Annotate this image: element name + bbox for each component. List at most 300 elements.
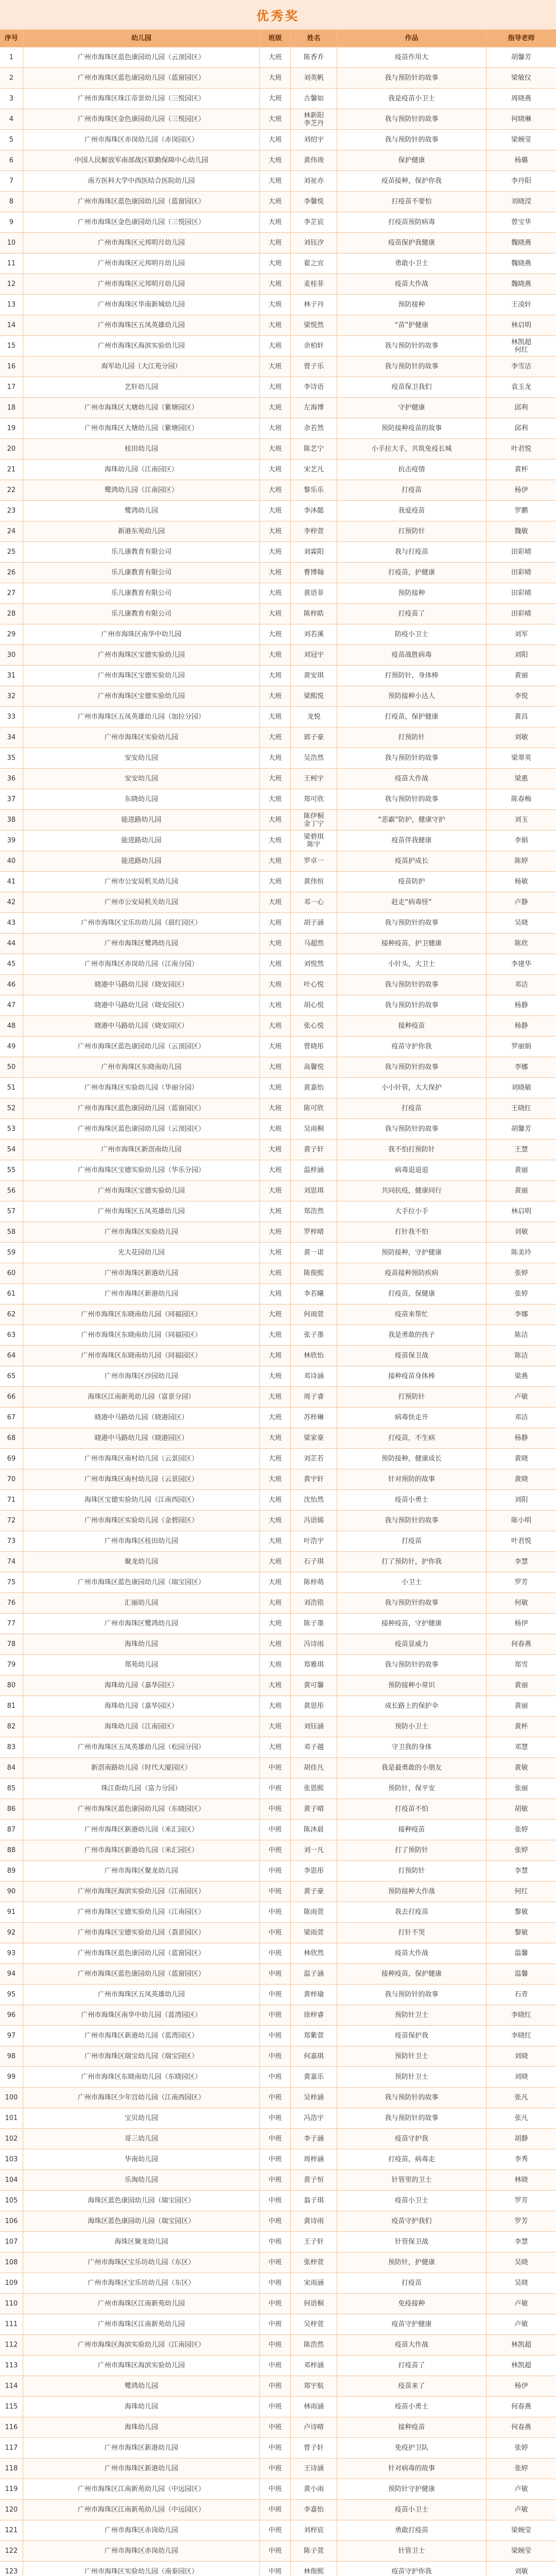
cell-class: 大班 <box>260 212 291 232</box>
cell-kindergarten: 广州市海珠区宝德实验幼儿园 <box>23 1181 260 1201</box>
cell-kindergarten: 广州市海珠区珠江帝景幼儿园（三悦园区） <box>23 89 260 109</box>
cell-teacher: 黄晓 <box>514 1455 528 1463</box>
table-row <box>0 1078 556 1098</box>
cell-name: 陈俊熙 <box>291 1263 337 1283</box>
cell-teacher: 梁婉莹 <box>511 136 531 144</box>
table-row <box>0 480 556 501</box>
cell-kindergarten: 广州市公安局机关幼儿园 <box>23 892 260 912</box>
cell-name: 张心悦 <box>291 1016 337 1036</box>
cell-teacher: 罗丽娟 <box>511 1043 531 1050</box>
cell-no: 8 <box>0 192 23 212</box>
cell-no: 107 <box>0 2232 23 2252</box>
cell-work: 守卫我的身体 <box>337 1737 486 1757</box>
cell-work: 疫苗伴我健康 <box>337 831 486 851</box>
cell-no: 37 <box>0 789 23 809</box>
cell-kindergarten: 海珠幼儿园 <box>23 1634 260 1654</box>
cell-teacher: 何敏 <box>514 1599 528 1607</box>
table-row <box>0 1923 556 1943</box>
award-table <box>0 30 556 2576</box>
table-header <box>0 30 556 47</box>
cell-no: 43 <box>0 913 23 933</box>
table-row <box>0 1181 556 1201</box>
cell-teacher: 李慧 <box>514 2238 528 2246</box>
cell-name: 郑雅琪 <box>291 1655 337 1675</box>
cell-kindergarten: 广州市海珠区海滨实验幼儿园（江南园区） <box>23 1882 260 1902</box>
cell-class: 中班 <box>260 2438 291 2458</box>
cell-no: 80 <box>0 1675 23 1696</box>
cell-class: 大班 <box>260 1140 291 1160</box>
cell-class: 大班 <box>260 1634 291 1654</box>
cell-name: 李思彤 <box>291 1861 337 1881</box>
cell-teacher: 黄晓 <box>514 1476 528 1483</box>
cell-no: 26 <box>0 563 23 583</box>
cell-name: 刘冠宇 <box>291 645 337 665</box>
table-row <box>0 109 556 130</box>
cell-kindergarten: 广州市海珠区实验幼儿园 <box>23 727 260 748</box>
cell-work: 疫苗小勇士 <box>337 2397 486 2417</box>
cell-no: 17 <box>0 377 23 397</box>
cell-name: 吴梓萱 <box>291 2314 337 2334</box>
table-row <box>0 2479 556 2500</box>
cell-teacher: 刘晓敏 <box>511 1084 531 1092</box>
table-row <box>0 1717 556 1737</box>
cell-no: 122 <box>0 2541 23 2561</box>
cell-work: 共同抗疫，健康同行 <box>337 1181 486 1201</box>
cell-work: 打疫苗，护健康 <box>337 563 486 583</box>
cell-work: 疫苗小卫士 <box>337 2191 486 2211</box>
cell-name: 温梓涵 <box>291 1160 337 1180</box>
cell-teacher: 石青 <box>514 1991 528 1998</box>
table-row <box>0 686 556 707</box>
cell-work: 打疫苗预防病毒 <box>337 212 486 232</box>
table-row <box>0 2541 556 2562</box>
cell-name: 黄诗雨 <box>291 2211 337 2231</box>
cell-name: 张梓萱 <box>291 2252 337 2273</box>
cell-kindergarten: 能进路幼儿园 <box>23 851 260 871</box>
table-row <box>0 2005 556 2026</box>
cell-kindergarten: 广州市海珠区宝德实验幼儿园（荔景园区） <box>23 1923 260 1943</box>
cell-work: 打疫苗 <box>337 2273 486 2293</box>
cell-teacher: 卢敏 <box>514 1393 528 1401</box>
table-row <box>0 1675 556 1696</box>
table-row <box>0 2417 556 2438</box>
cell-no: 101 <box>0 2108 23 2128</box>
cell-kindergarten: 东晓幼儿园 <box>23 789 260 809</box>
table-row <box>0 336 556 357</box>
cell-work: 我与预防针的故事 <box>337 789 486 809</box>
cell-work: 打预防针 <box>337 521 486 541</box>
cell-teacher: 张婷 <box>514 2465 528 2472</box>
cell-teacher: 刘阳 <box>514 1496 528 1504</box>
cell-no: 112 <box>0 2335 23 2355</box>
cell-name: 叶浩宇 <box>291 1531 337 1551</box>
cell-class: 大班 <box>260 1119 291 1139</box>
cell-class: 中班 <box>260 2211 291 2231</box>
cell-name: 黄安琪 <box>291 666 337 686</box>
cell-no: 74 <box>0 1552 23 1572</box>
cell-teacher: 魏敏 <box>514 528 528 535</box>
table-row <box>0 1490 556 1511</box>
cell-no: 60 <box>0 1263 23 1283</box>
cell-class: 中班 <box>260 2129 291 2149</box>
cell-teacher: 叶君悦 <box>511 1537 531 1545</box>
cell-name: 刘思琪 <box>291 1181 337 1201</box>
cell-work: 小小针管，大大保护 <box>337 1078 486 1098</box>
cell-work: 接种疫苗 <box>337 1016 486 1036</box>
cell-kindergarten: 广州市海珠区沙园幼儿园 <box>23 1366 260 1386</box>
cell-no: 28 <box>0 604 23 624</box>
table-row <box>0 253 556 274</box>
table-row <box>0 1820 556 1840</box>
cell-teacher: 陈春梅 <box>511 795 531 803</box>
cell-name: 陈梓萌 <box>291 1572 337 1592</box>
cell-no: 53 <box>0 1119 23 1139</box>
cell-teacher: 刘阳 <box>514 651 528 659</box>
cell-work: 疫苗小勇士 <box>337 1490 486 1510</box>
cell-kindergarten: 广州市海珠区五凤英雄幼儿园 <box>23 315 260 335</box>
cell-name: 李子涵 <box>291 2129 337 2149</box>
cell-teacher: 袁玉龙 <box>511 383 531 391</box>
cell-kindergarten: 广州市海珠区新港幼儿园（蓝湾园区） <box>23 2026 260 2046</box>
cell-name: 古馨如 <box>291 89 337 109</box>
cell-class: 大班 <box>260 1696 291 1716</box>
cell-name: 梁家豪 <box>291 1428 337 1448</box>
table-row <box>0 851 556 872</box>
cell-no: 65 <box>0 1366 23 1386</box>
cell-work: 我与预防针的故事 <box>337 68 486 88</box>
cell-kindergarten: 广州市海珠区新港幼儿园（米汇园区） <box>23 1840 260 1860</box>
table-row <box>0 274 556 295</box>
cell-class: 大班 <box>260 1408 291 1428</box>
cell-name: 陈雨萱 <box>291 1902 337 1922</box>
cell-no: 103 <box>0 2149 23 2170</box>
cell-kindergarten: 海军幼儿园（大江苑分园） <box>23 357 260 377</box>
cell-name: 陈可欣 <box>291 1098 337 1118</box>
cell-class: 中班 <box>260 1799 291 1819</box>
table-row <box>0 1160 556 1181</box>
table-row <box>0 1696 556 1717</box>
table-row <box>0 1325 556 1346</box>
cell-work: 打疫苗不要怕 <box>337 192 486 212</box>
header-name: 姓名 <box>291 30 337 47</box>
cell-class: 大班 <box>260 439 291 459</box>
table-row <box>0 1428 556 1449</box>
cell-teacher: 卢敏 <box>514 2485 528 2493</box>
table-row <box>0 377 556 398</box>
cell-class: 大班 <box>260 192 291 212</box>
cell-no: 59 <box>0 1243 23 1263</box>
cell-name: 陈子墨 <box>291 1614 337 1634</box>
cell-kindergarten: 广州市海珠区海滨实验幼儿园（江南园区） <box>23 2335 260 2355</box>
table-row <box>0 1758 556 1778</box>
cell-teacher: 魏晓燕 <box>511 280 531 288</box>
cell-teacher: 张婷 <box>514 1290 528 1298</box>
cell-no: 88 <box>0 1840 23 1860</box>
cell-class: 中班 <box>260 2088 291 2108</box>
cell-teacher: 邓慧 <box>514 1743 528 1751</box>
cell-no: 9 <box>0 212 23 232</box>
cell-class: 中班 <box>260 1882 291 1902</box>
table-row <box>0 1201 556 1222</box>
table-row <box>0 1284 556 1304</box>
table-row <box>0 975 556 995</box>
table-row <box>0 604 556 624</box>
cell-no: 99 <box>0 2067 23 2087</box>
cell-kindergarten: 广州市海珠区实验幼儿园（金碧园区） <box>23 1511 260 1531</box>
table-row <box>0 1882 556 1902</box>
cell-teacher: 陈洁 <box>514 1331 528 1339</box>
cell-class: 大班 <box>260 1037 291 1057</box>
cell-teacher: 陈小明 <box>511 1517 531 1524</box>
cell-work: 打预防针 <box>337 727 486 748</box>
cell-kindergarten: 广州市海珠区东晓南幼儿园（同福园区） <box>23 1325 260 1345</box>
cell-class: 大班 <box>260 995 291 1015</box>
cell-class: 大班 <box>260 1449 291 1469</box>
cell-name: 郭子豪 <box>291 727 337 748</box>
cell-teacher: 田彩晴 <box>511 610 531 618</box>
cell-name: 吴雨桐 <box>291 1119 337 1139</box>
table-row <box>0 47 556 68</box>
cell-class: 大班 <box>260 1531 291 1551</box>
table-row <box>0 2088 556 2108</box>
cell-kindergarten: 海珠区聚龙幼儿园 <box>23 2232 260 2252</box>
cell-kindergarten: 晓港中马路幼儿园（晓安园区） <box>23 1016 260 1036</box>
cell-kindergarten: 广州市海珠区赤岗幼儿园（江南分园） <box>23 954 260 974</box>
table-row <box>0 1511 556 1531</box>
table-row <box>0 727 556 748</box>
cell-teacher: 杨静 <box>514 1002 528 1009</box>
cell-teacher: 黄杯 <box>514 1723 528 1731</box>
cell-class: 中班 <box>260 2500 291 2520</box>
cell-class: 大班 <box>260 872 291 892</box>
cell-name: 刘浩铭 <box>291 1593 337 1613</box>
cell-teacher: 刘玉 <box>514 816 528 824</box>
cell-teacher: 邓洁 <box>514 1414 528 1421</box>
cell-no: 47 <box>0 995 23 1015</box>
cell-class: 大班 <box>260 892 291 912</box>
cell-kindergarten: 乐淘幼儿园 <box>23 2170 260 2190</box>
cell-class: 中班 <box>260 2376 291 2396</box>
cell-name: 李芷宸 <box>291 212 337 232</box>
cell-kindergarten: 广州市海珠区元邦明月幼儿园 <box>23 233 260 253</box>
cell-kindergarten: 广州市海珠区东晓南幼儿园（东晓园区） <box>23 2067 260 2087</box>
table-row <box>0 2294 556 2314</box>
cell-name: 李沐懿 <box>291 501 337 521</box>
cell-name: 周梓涵 <box>291 2149 337 2170</box>
cell-name: 周子睿 <box>291 1387 337 1407</box>
cell-work: 疫苗来帮忙 <box>337 1304 486 1325</box>
cell-no: 82 <box>0 1717 23 1737</box>
table-row <box>0 2108 556 2129</box>
cell-teacher: 田彩晴 <box>511 589 531 597</box>
cell-kindergarten: 广州市海珠区宝德实验幼儿园（江南园区） <box>23 1902 260 1922</box>
page-title: 优秀奖 <box>256 9 300 23</box>
cell-work: 我是勇敢的孩子 <box>337 1325 486 1345</box>
cell-kindergarten: 广州市海珠区蓝色康园幼儿园（蓝窗园区） <box>23 1964 260 1984</box>
cell-no: 45 <box>0 954 23 974</box>
table-row <box>0 1037 556 1057</box>
cell-teacher: 张婷 <box>514 1826 528 1834</box>
cell-class: 大班 <box>260 109 291 129</box>
table-row <box>0 1469 556 1490</box>
cell-no: 21 <box>0 460 23 480</box>
table-row <box>0 769 556 789</box>
cell-class: 大班 <box>260 130 291 150</box>
cell-kindergarten: 广州市海珠区南华中幼儿园（蓝湾园区） <box>23 2005 260 2025</box>
cell-teacher: 林启明 <box>511 1208 531 1215</box>
cell-kindergarten: 广州市海珠区元邦明月幼儿园 <box>23 274 260 294</box>
cell-name: 叶心悦 <box>291 975 337 995</box>
cell-name: 黎乐乐 <box>291 480 337 500</box>
cell-no: 121 <box>0 2520 23 2540</box>
cell-class: 大班 <box>260 1572 291 1592</box>
cell-work: 接种疫苗身体棒 <box>337 1366 486 1386</box>
cell-teacher: 温馨 <box>514 1970 528 1978</box>
cell-name: 黄子晴 <box>291 1799 337 1819</box>
cell-name: 黄嘉乐 <box>291 2067 337 2087</box>
cell-class: 大班 <box>260 336 291 356</box>
cell-kindergarten: 广州市海珠区江南新苑幼儿园 <box>23 2294 260 2314</box>
cell-kindergarten: 聚龙幼儿园 <box>23 1552 260 1572</box>
cell-work: 预防接种 <box>337 295 486 315</box>
cell-class: 中班 <box>260 2232 291 2252</box>
cell-kindergarten: 桂田幼儿园 <box>23 439 260 459</box>
cell-work: 抗击疫情 <box>337 460 486 480</box>
cell-class: 中班 <box>260 2459 291 2479</box>
cell-teacher: 刘敏 <box>514 2568 528 2575</box>
cell-kindergarten: 海珠幼儿园（嘉华园区） <box>23 1675 260 1696</box>
cell-teacher: 黄丽 <box>514 1187 528 1195</box>
cell-teacher: 胡静 <box>514 2135 528 2143</box>
cell-kindergarten: 广州市海珠区海滨实验幼儿园 <box>23 336 260 356</box>
cell-kindergarten: 广州市海珠区东晓南幼儿园（同福园区） <box>23 1304 260 1325</box>
table-row <box>0 2459 556 2479</box>
cell-teacher: 王凌轩 <box>511 301 531 309</box>
cell-work: 勇敢打疫苗 <box>337 2520 486 2540</box>
cell-class: 大班 <box>260 253 291 274</box>
table-row <box>0 707 556 727</box>
cell-kindergarten: 广州市海珠区蓝色康园幼儿园（东晓园区） <box>23 1799 260 1819</box>
cell-kindergarten: 海珠幼儿园（嘉华园区） <box>23 1696 260 1716</box>
cell-teacher: 陈欣 <box>514 940 528 947</box>
cell-kindergarten: 广州市海珠区金色康园幼儿园（三悦园区） <box>23 109 260 129</box>
cell-work: 接种疫苗，保护健康 <box>337 1964 486 1984</box>
cell-teacher: 杨静 <box>514 1022 528 1030</box>
cell-class: 大班 <box>260 934 291 954</box>
cell-teacher: 何春燕 <box>511 1640 531 1648</box>
cell-work: 保护健康 <box>337 150 486 171</box>
cell-name: 刘英帆 <box>291 68 337 88</box>
cell-work: 预防针卫士 <box>337 2005 486 2025</box>
table-row <box>0 748 556 769</box>
table-row <box>0 666 556 686</box>
cell-name: 张恩熙 <box>291 1778 337 1799</box>
cell-work: 打了预防针，护你我 <box>337 1552 486 1572</box>
cell-work: 接种疫苗 <box>337 1820 486 1840</box>
cell-work: 我与预防针的故事 <box>337 975 486 995</box>
cell-kindergarten: 能进路幼儿园 <box>23 810 260 830</box>
cell-kindergarten: 宝贝幼儿园 <box>23 2108 260 2128</box>
cell-name: 沈怡然 <box>291 1490 337 1510</box>
cell-work: 预防针卫士 <box>337 2067 486 2087</box>
cell-name: 卢诗晴 <box>291 2417 337 2437</box>
cell-kindergarten: 广州市海珠区东晓南幼儿园 <box>23 1057 260 1077</box>
cell-kindergarten: 华南幼儿园 <box>23 2149 260 2170</box>
cell-no: 3 <box>0 89 23 109</box>
cell-name: 温子涵 <box>291 1964 337 1984</box>
cell-class: 中班 <box>260 2397 291 2417</box>
cell-class: 中班 <box>260 2314 291 2334</box>
cell-no: 79 <box>0 1655 23 1675</box>
cell-teacher: 张婷 <box>514 1269 528 1277</box>
cell-teacher: 魏晓燕 <box>511 239 531 247</box>
cell-class: 大班 <box>260 1098 291 1118</box>
cell-class: 大班 <box>260 624 291 645</box>
cell-work: 疫苗守护你我 <box>337 1037 486 1057</box>
cell-teacher: 卢敏 <box>514 2300 528 2308</box>
cell-class: 大班 <box>260 707 291 727</box>
cell-kindergarten: 海珠幼儿园 <box>23 2417 260 2437</box>
cell-no: 5 <box>0 130 23 150</box>
cell-kindergarten: 广州市海珠区桂田幼儿园 <box>23 1531 260 1551</box>
table-row <box>0 2314 556 2335</box>
cell-teacher: 胡馨芳 <box>511 54 531 61</box>
cell-work: 我是疫苗小卫士 <box>337 89 486 109</box>
cell-kindergarten: 广州市海珠区宝德实验幼儿园 <box>23 666 260 686</box>
cell-teacher: 李娟 <box>514 837 528 844</box>
cell-teacher: 何红 <box>514 1888 528 1895</box>
cell-teacher: 陈洁 <box>514 1352 528 1360</box>
cell-work: 疫苗来了 <box>337 2376 486 2396</box>
cell-teacher: 温馨 <box>514 1950 528 1957</box>
cell-kindergarten: 广州市海珠区南村幼儿园（云景园区） <box>23 1449 260 1469</box>
cell-no: 18 <box>0 398 23 418</box>
cell-no: 116 <box>0 2417 23 2437</box>
cell-name: 徐梓睿 <box>291 2005 337 2025</box>
cell-kindergarten: 广州市海珠区新港幼儿园 <box>23 1263 260 1283</box>
cell-teacher: 黄杯 <box>514 466 528 473</box>
cell-name: 陈梓皓 <box>291 604 337 624</box>
cell-teacher: 杨静 <box>514 1434 528 1442</box>
table-row <box>0 1016 556 1037</box>
cell-no: 24 <box>0 521 23 541</box>
cell-no: 102 <box>0 2129 23 2149</box>
cell-no: 105 <box>0 2191 23 2211</box>
cell-no: 100 <box>0 2088 23 2108</box>
cell-teacher: 邓洁 <box>514 981 528 989</box>
cell-no: 32 <box>0 686 23 706</box>
cell-class: 大班 <box>260 1366 291 1386</box>
cell-work: “恶霸”防护，健康守护 <box>337 810 486 830</box>
cell-teacher: 吴晓 <box>514 2279 528 2287</box>
cell-name: 曹博翰 <box>291 563 337 583</box>
cell-no: 109 <box>0 2273 23 2293</box>
cell-class: 大班 <box>260 274 291 294</box>
cell-teacher: 李慧 <box>514 1558 528 1566</box>
cell-work: 我与预防针的故事 <box>337 109 486 129</box>
cell-class: 中班 <box>260 2067 291 2087</box>
cell-class: 大班 <box>260 295 291 315</box>
table-row <box>0 1737 556 1758</box>
cell-class: 中班 <box>260 2149 291 2170</box>
cell-kindergarten: 广州市海珠区宝德实验幼儿园（华乐分园） <box>23 1160 260 1180</box>
cell-class: 大班 <box>260 975 291 995</box>
cell-teacher: 黄丽 <box>514 672 528 680</box>
table-row <box>0 2129 556 2149</box>
cell-name: 黄伟竣 <box>291 150 337 171</box>
cell-teacher: 李秀 <box>514 2156 528 2163</box>
cell-name: 林新阳 李芝丹 <box>291 109 337 129</box>
